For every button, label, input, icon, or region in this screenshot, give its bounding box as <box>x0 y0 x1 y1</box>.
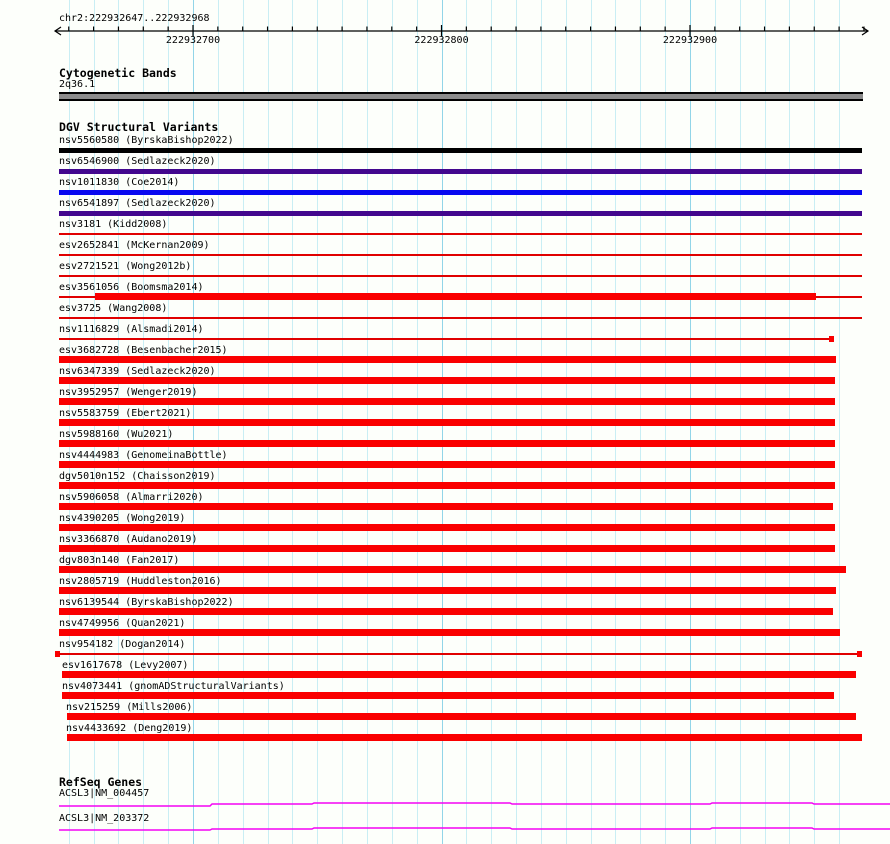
cytoband-name-label: 2q36.1 <box>59 79 96 90</box>
variant-label: nsv3366870 (Audano2019) <box>59 534 198 545</box>
coordinate-axis <box>0 0 890 60</box>
variant-label: nsv4073441 (gnomADStructuralVariants) <box>62 681 285 692</box>
variant-bar[interactable] <box>59 377 835 384</box>
section-header-refseq-genes: RefSeq Genes <box>59 775 143 789</box>
variant-bar[interactable] <box>62 671 856 678</box>
variant-bar[interactable] <box>857 651 862 657</box>
variant-label: esv3561056 (Boomsma2014) <box>59 282 204 293</box>
variant-bar[interactable] <box>59 503 833 510</box>
variant-bar[interactable] <box>59 317 862 319</box>
variant-bar[interactable] <box>59 356 836 363</box>
variant-bar[interactable] <box>59 211 862 216</box>
variant-label: nsv215259 (Mills2006) <box>66 702 193 713</box>
gene-label: ACSL3|NM_004457 <box>59 788 150 799</box>
variant-bar[interactable] <box>59 524 835 531</box>
variant-label: nsv6139544 (ByrskaBishop2022) <box>59 597 234 608</box>
variant-bar[interactable] <box>59 587 836 594</box>
variant-bar[interactable] <box>59 482 835 489</box>
variant-label: nsv954182 (Dogan2014) <box>59 639 186 650</box>
variant-bar[interactable] <box>59 653 857 655</box>
variant-label: nsv3952957 (Wenger2019) <box>59 387 198 398</box>
variant-bar[interactable] <box>59 566 846 573</box>
variant-bar[interactable] <box>67 713 856 720</box>
variant-bar[interactable] <box>59 275 862 277</box>
variant-label: nsv5583759 (Ebert2021) <box>59 408 192 419</box>
gene-label: ACSL3|NM_203372 <box>59 813 150 824</box>
variant-label: dgv5010n152 (Chaisson2019) <box>59 471 216 482</box>
variant-label: nsv4444983 (GenomeinaBottle) <box>59 450 228 461</box>
variant-bar[interactable] <box>62 692 834 699</box>
axis-tick-label: 222932800 <box>414 35 469 46</box>
variant-bar[interactable] <box>59 148 862 153</box>
section-header-cytogenetic-bands: Cytogenetic Bands <box>59 66 177 80</box>
variant-bar[interactable] <box>59 398 835 405</box>
variant-label: nsv6347339 (Sedlazeck2020) <box>59 366 216 377</box>
variant-bar[interactable] <box>59 629 840 636</box>
variant-label: esv1617678 (Levy2007) <box>62 660 189 671</box>
variant-label: nsv1116829 (Alsmadi2014) <box>59 324 204 335</box>
variant-bar[interactable] <box>59 440 835 447</box>
axis-tick-label: 222932700 <box>165 35 221 46</box>
variant-bar[interactable] <box>59 233 862 235</box>
variant-bar[interactable] <box>59 419 835 426</box>
variant-label: nsv5988160 (Wu2021) <box>59 429 174 440</box>
variant-label: nsv5560580 (ByrskaBishop2022) <box>59 135 234 146</box>
section-header-dgv-structural-variants: DGV Structural Variants <box>59 120 219 134</box>
variant-label: esv2721521 (Wong2012b) <box>59 261 192 272</box>
variant-label: nsv6541897 (Sedlazeck2020) <box>59 198 216 209</box>
variant-bar[interactable] <box>59 169 862 174</box>
variant-bar[interactable] <box>59 338 830 340</box>
variant-label: nsv4390205 (Wong2019) <box>59 513 186 524</box>
variant-bar[interactable] <box>829 336 834 342</box>
variant-label: nsv1011830 (Coe2014) <box>59 177 180 188</box>
cytoband-bar <box>59 92 863 101</box>
variant-label: nsv3181 (Kidd2008) <box>59 219 168 230</box>
variant-label: nsv4749956 (Quan2021) <box>59 618 186 629</box>
variant-label: nsv6546900 (Sedlazeck2020) <box>59 156 216 167</box>
variant-label: nsv5906058 (Almarri2020) <box>59 492 204 503</box>
variant-label: esv3682728 (Besenbacher2015) <box>59 345 228 356</box>
variant-bar[interactable] <box>59 608 833 615</box>
variant-label: nsv4433692 (Deng2019) <box>66 723 193 734</box>
region-title: chr2:222932647..222932968 <box>59 13 210 24</box>
variant-bar[interactable] <box>59 254 862 256</box>
variant-bar[interactable] <box>59 190 862 195</box>
variant-label: dgv803n140 (Fan2017) <box>59 555 180 566</box>
variant-bar[interactable] <box>95 293 816 300</box>
variant-bar[interactable] <box>67 734 862 741</box>
variant-label: nsv2805719 (Huddleston2016) <box>59 576 222 587</box>
variant-label: esv2652841 (McKernan2009) <box>59 240 210 251</box>
variant-bar[interactable] <box>59 461 835 468</box>
axis-tick-label: 222932900 <box>662 35 718 46</box>
variant-label: esv3725 (Wang2008) <box>59 303 168 314</box>
variant-bar[interactable] <box>59 545 835 552</box>
